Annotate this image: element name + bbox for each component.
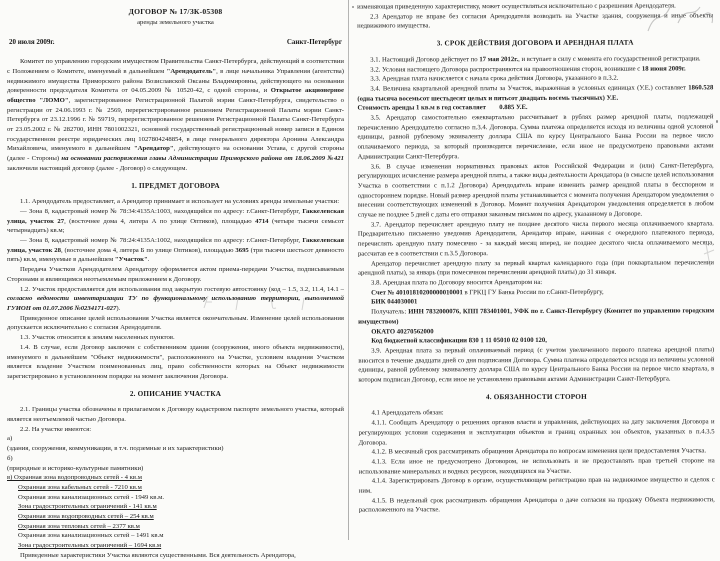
clause-2-3: 2.3 Арендатор не вправе без согласия Арендодателя возводить на Участке здания, сооружения и иные объекты недвижимого имущества. bbox=[357, 12, 714, 31]
zone-item-1: в) Охранная зона водопроводных сетей - 4 кв.м bbox=[7, 474, 142, 482]
clause-2-2: 2.2. На участке имеются: bbox=[20, 425, 92, 433]
zone-item-3: Охранная зона канализационных сетей - 1949 кв.м. bbox=[18, 493, 165, 501]
zone-item-4: Зона градостроительных ограничений - 141 кв.м bbox=[18, 503, 157, 511]
item-b-note: (природные и историко-культурные памятники) bbox=[7, 464, 144, 472]
clause-1-3: 1.3. Участок относится к землям населенных пунктов. bbox=[20, 334, 175, 342]
clause-1-4: 1.4. В случае, если Договор заключен с собственником здания (сооружения, иного объекта недвижимости), именуемого в дальнейшем "Объект недвижимости", расположенного на Участке, условием владения Участком является владение Участком поименованных лиц, право собственности которых на Объект недвижимости зарегистрировано в установленном порядке на момент заключения Договора. bbox=[7, 343, 344, 380]
contract-date: 20 июля 2009г. bbox=[9, 38, 55, 47]
clause-1-2-note: Приведенное описание целей использования Участка является окончательным. Изменение целей использования допускается исключительно с согласия Арендодателя. bbox=[7, 314, 344, 332]
item-b-label: б) bbox=[7, 454, 13, 462]
zone-item-8: Зона градостроительных ограничений – 1694 кв.м bbox=[18, 542, 162, 550]
clause-3-8: 3.8. Арендная плата по Договору вносится Арендатором на: bbox=[371, 278, 543, 287]
document-title: ДОГОВОР № 17/ЗК-05308 bbox=[128, 7, 223, 16]
item-a-note: (здания, сооружения, коммуникации, в т.ч. подземные и их характеристики) bbox=[7, 445, 224, 453]
scan-noise bbox=[352, 6, 354, 8]
scan-noise bbox=[716, 120, 718, 123]
clause-4-1-4: 4.1.4. Зарегистрировать Договор в органе, осуществляющем регистрацию прав на недвижимое имущество и сделок с ним. bbox=[358, 476, 715, 495]
section-2-heading: 2. ОПИСАНИЕ УЧАСТКА bbox=[129, 389, 222, 398]
dateline bbox=[9, 38, 342, 48]
clause-1-1: 1.1. Арендодатель предоставляет, а Арендатор принимает и использует на условиях аренды земельные участки: bbox=[20, 198, 340, 206]
section-1-heading: 1. ПРЕДМЕТ ДОГОВОРА bbox=[131, 181, 220, 190]
section-4-heading: 4. ОБЯЗАННОСТИ СТОРОН bbox=[485, 392, 587, 401]
intro-paragraph: Комитет по управлению городским имуществом Правительства Санкт-Петербурга, действующий в соответствии с Положением о Комитете, именуемый в дальнейшем "Арендодатель", в лице начальника Управления (агентства) недвижимого имущества Приморского района Возиславской Оксаны Владимировны, действующего на основании доверенности председателя Комитета от 04.05.2009 № 10520-42, с одной стороны, и Открытое акционерное общество "ЛОМО", зарегистрированное Регистрационной Палатой мэрии Санкт-Петербурга, свидетельство о регистрации от 24.06.1993 г. № 2569, перерегистрированное решением Регистрационной Палаты мэрии Санкт-Петербурга от 23.12.1996 г. № 59719, перерегистрированное решением Регистрационной Палаты Санкт-Петербурга от 23.05.2002 г. № 282700, ИНН 7801002321, основной государственный регистрационный номер записи в Едином государственном реестре юридических лиц 1027804248854, в лице генерального директора Аронина Александра Михайловича, именуемого в дальнейшем "Арендатор", действующего на основании Устава, с другой стороны (далее - Стороны) на основании распоряжения главы Администрации Приморского района от 18.06.2009 №421 заключили настоящий договор (далее - Договор) о следующем. bbox=[7, 58, 345, 172]
zone-item-6: Охранная зона тепловых сетей – 2377 кв.м bbox=[18, 522, 140, 530]
page-1-tail: Приведенные характеристики Участка являются существенными. Вся деятельность Арендатора, bbox=[20, 551, 296, 559]
zone-item-5: Охранная зона водопроводных сетей – 254 кв.м bbox=[18, 513, 154, 521]
zone-item-7: Охранная зона канализационных сетей – 1491 кв.м bbox=[18, 532, 164, 540]
clause-3-2: 3.2. Условия настоящего Договора распространяются на правоотношения сторон, возникшие с 18 июня 2009г. bbox=[370, 64, 686, 74]
zone-item-2: Охранная зона кабельных сетей - 7210 кв.м bbox=[18, 483, 142, 491]
section-3-heading: 3. СРОК ДЕЙСТВИЯ ДОГОВОРА И АРЕНДНАЯ ПЛАТА bbox=[436, 38, 634, 48]
payment-kbk-line: Код бюджетной классификации 830 1 11 05010 02 0100 120, bbox=[371, 337, 547, 345]
contract-city: Санкт-Петербург bbox=[286, 38, 342, 47]
page-2-continuation: изменяющая приведенную характеристику, может осуществляться исключительно с разрешения Арендодателя. bbox=[357, 2, 676, 11]
clause-4-1: 4.1 Арендодатель обязан: bbox=[371, 409, 444, 417]
clause-4-1-5: 4.1.5. В недельный срок рассматривать обращения Арендатора о даче согласия на продажу Объекта недвижимости, расположенного на Участке. bbox=[358, 496, 715, 515]
rent-cost-line: Стоимость аренды 1 кв.м в год составляет 0.885 У.Е. bbox=[357, 104, 528, 112]
page-seam bbox=[348, 0, 349, 540]
clause-3-6: 3.6. В случае изменения нормативных правовых актов Российской Федерации и (или) Санкт-Петербурга, регулирующих исчисление размера арендной платы, а также виды деятельности Арендатора (в смысле целей использования Участка в соответствии с п.1.2 Договора) Арендодатель вправе изменить размер арендной платы в бесспорном и одностороннем порядке. Новый размер арендной платы устанавливается с момента получения Арендатором уведомления о внесении соответствующих изменений в Договор. Момент получения Арендатором уведомления определяется в любом случае не позднее 5 дней с даты его отправки заказным письмом по адресу, указанному в Договоре. bbox=[357, 161, 714, 219]
protection-zones-list bbox=[7, 473, 344, 551]
payment-account-line: Счет № 40101810200000010001 в ГРКЦ ГУ Банка России по г.Санкт-Петербургу, bbox=[371, 288, 604, 297]
document-subtitle: аренды земельного участка bbox=[137, 18, 214, 26]
clause-2-1: 2.1. Границы участка обозначены в прилагаемом к Договору кадастровом паспорте земельного участка, который является неотъемлемой частью Договора. bbox=[7, 406, 344, 424]
clause-3-4: 3.4. Величина квартальной арендной платы за Участок, выраженная в условных единицах (У.Е.) составляет 1860.528 (одна тысяча восемьсот шестьдесят целых и пятьсот двадцать восемь тысячных) У.Е. bbox=[357, 84, 714, 103]
clause-1-1-plot-27: — Зона 8, кадастровый номер № 78:34:4135А:1003, находящийся по адресу: г.Санкт-Петербург, Гаккелевская улица, участок 27, (восточнее дома 4, литера А по улице Оптиков), площадью 4714 (четыре тысячи семьсот четырнадцать) кв.м; bbox=[7, 207, 344, 235]
item-a-label: а) bbox=[7, 435, 13, 443]
clause-3-9: 3.9. Арендная плата за первый оплачиваемый период (с учетом увеличенного первого платежа арендной платы) вносится в течение двадцати дней со дня подписания Договора. Сумма платежа определяется исходя из величины условной единицы, равной рублевому эквиваленту доллара США по курсу Центрального Банка России на первое число квартала, в котором подписан Договор, если иное не установлено правовыми актами Администрации Санкт-Петербурга. bbox=[358, 346, 715, 384]
clause-transfer: Передача Участков Арендодателем Арендатору оформляется актом приема-передачи Участка, подписываемым Сторонами и являющимся неотъемлемым приложением к Договору. bbox=[7, 266, 344, 283]
payment-bik-line: БИК 044030001 bbox=[371, 298, 418, 306]
clause-3-7: 3.7. Арендатор перечисляет арендную плату не позднее десятого числа первого месяца оплачиваемого квартала. Предварительно письменно уведомив Арендодателя, Арендатор вправе, начиная с очередного платежного периода, перечислять арендную плату помесячно - за каждый месяц вперед, не позднее десятого числа оплачиваемого месяца, рассчитав ее в соответствии с п.3.5 Договора. bbox=[357, 220, 714, 258]
clause-3-3: 3.3. Арендная плата начисляется с начала срока действия Договора, указанного в п.3.2. bbox=[370, 74, 619, 83]
clause-4-1-2: 4.1.2. В месячный срок рассматривать обращения Арендатора по вопросам изменения цели предоставления Участка. bbox=[371, 447, 707, 456]
page-1 bbox=[7, 0, 345, 559]
clause-3-7-continued: Арендатор перечисляет арендную плату за первый квартал календарного года (при поквартальном перечислении арендной платы), за январь (при помесячном перечислении арендной платы) до 31 января. bbox=[357, 258, 714, 277]
clause-4-1-1: 4.1.1. Сообщать Арендатору о решениях органов власти и управления, действующих на дату заключения Договора и регулирующих условия содержания и эксплуатации объектов и границ охранных зон объектов, указанных в п.4.3.5 Договора. bbox=[358, 418, 715, 447]
clause-1-1-plot-28: — Зона 8, кадастровый номер № 78:24:4135А:1002, находящийся по адресу: г.Санкт-Петербург, Гаккелевская улица, участок 28, (восточнее дома 4, литера Б по улице Оптиков), площадью 3695 (три тысячи шестьсот девяносто пять) кв.м, именуемые в дальнейшем "Участок". bbox=[7, 237, 344, 264]
clause-3-1: 3.1. Настоящий Договор действует по 17 мая 2012г., и вступает в силу с момента его государственной регистрации. bbox=[370, 55, 701, 64]
payment-payee-line: Получатель: ИНН 7832000076, КПП 783401001, УФК по г. Санкт-Петербургу (Комитет по управлению городским имуществом) bbox=[358, 307, 715, 326]
page-2 bbox=[357, 0, 715, 541]
clause-1-2: 1.2. Участок предоставляется для использования под закрытую гостевую автостоянку (код – 1.5, 3.2, 11.4, 14.1 – согласно ведомости инвентаризации ТУ по функциональному использованию территории, выполненной ГУИОН от 01.07.2006 №0234171-027). bbox=[7, 285, 344, 312]
clause-4-1-3: 4.1.3. Если иное не предусмотрено Договором, не использовать и не предоставлять прав третьей стороне на использование минеральных и водных ресурсов, находящихся на Участке. bbox=[358, 457, 715, 476]
payment-okato-line: ОКАТО 40270562000 bbox=[371, 327, 434, 336]
clause-3-5: 3.5. Арендатор самостоятельно ежеквартально рассчитывает в рублях размер арендной платы, подлежащей перечислению Арендодателю согласно п.3.4. Договора. Сумма платежа определяется исходя из величины одной условной единицы, равной рублевому эквиваленту доллара США по курсу Центрального Банка России на первое число оплачиваемого периода, за который производится перечисление, если иное не предусмотрено правовыми актами Администрации Санкт-Петербурга. bbox=[357, 113, 714, 161]
